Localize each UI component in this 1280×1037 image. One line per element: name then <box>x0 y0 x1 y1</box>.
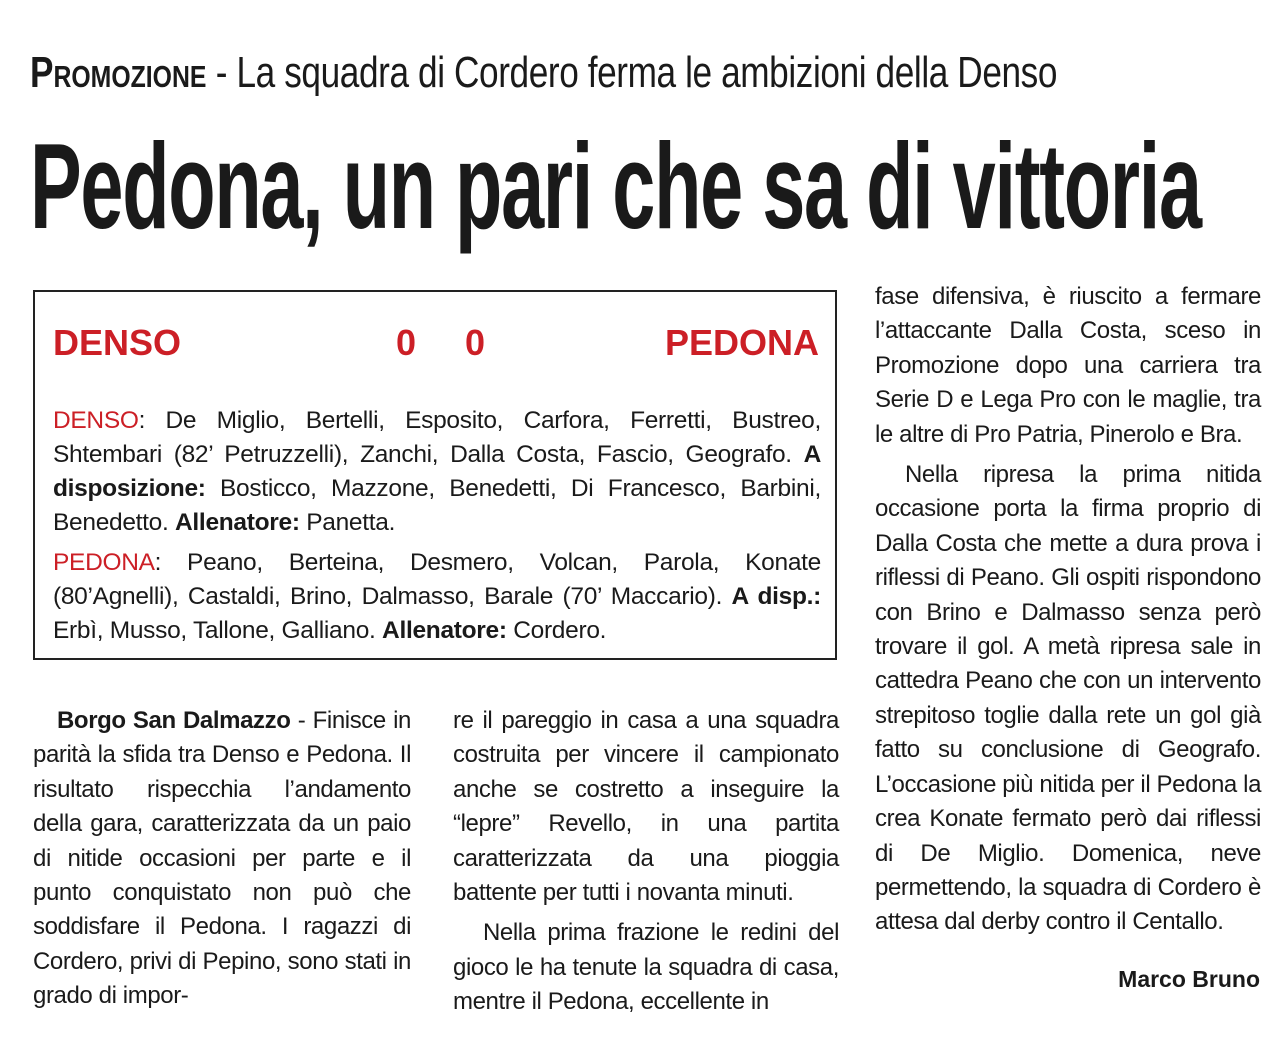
home-coach-label: Allenatore: <box>175 509 300 536</box>
away-lineup <box>53 546 821 648</box>
away-lineup-label: PEDONA <box>53 549 155 576</box>
lineups <box>53 404 821 654</box>
headline: Pedona, un pari che sa di vittoria <box>30 118 1201 254</box>
match-box <box>33 290 837 660</box>
kicker-text: La squadra di Cordero ferma le ambizioni della Denso <box>236 48 1058 97</box>
paragraph <box>33 704 411 1014</box>
away-coach-label: Allenatore: <box>382 617 507 644</box>
article-column-2 <box>453 704 839 1020</box>
scoreline <box>53 322 819 372</box>
home-coach: Panetta. <box>299 509 396 536</box>
away-players: : Peano, Berteina, Desmero, Volcan, Parola, Konate (80’Agnelli), Castaldi, Brino, Dalmasso, Barale (70’ Maccario). <box>53 549 821 610</box>
article-column-3 <box>875 280 1261 940</box>
away-bench: Erbì, Musso, Tallone, Galliano. <box>53 617 383 644</box>
paragraph: fase difensiva, è riuscito a fermare l’attaccante Dalla Costa, sceso in Promozione dopo una carriera tra Serie D e Lega Pro con le maglie, tra le altre di Pro Patria, Pinerolo e Bra. <box>875 283 1261 448</box>
paragraph: Nella ripresa la prima nitida occasione porta la firma proprio di Dalla Costa che mette a dura prova i riflessi di Peano. Gli ospiti rispondono con Brino e Dalmasso senza però trovare il gol. A metà ripresa sale in cattedra Peano che con un intervento strepitoso toglie dalla rete un gol già fatto su conclusione di Geografo. L’occasione più nitida per il Pedona la crea Konate fermato però dai riflessi di De Miglio. Domenica, neve permettendo, la squadra di Cordero è attesa dal derby contro il Centallo. <box>875 461 1262 936</box>
home-score: 0 <box>396 322 417 363</box>
paragraph: re il pareggio in casa a una squadra costruita per vincere il campionato anche se costretto a inseguire la “lepre” Revello, in una partita caratterizzata da una pioggia battente per tutti i novanta minuti. <box>453 707 839 907</box>
away-team: PEDONA <box>664 322 819 363</box>
home-players: : De Miglio, Bertelli, Esposito, Carfora, Ferretti, Bustreo, Shtembari (82’ Petruzzelli), Zanchi, Dalla Costa, Fascio, Geografo. <box>53 407 821 468</box>
paragraph: Nella prima frazione le redini del gioco le ha tenute la squadra di casa, mentre il Pedona, eccellente in <box>453 919 839 1016</box>
kicker-separator: - <box>206 48 237 97</box>
away-score: 0 <box>465 322 486 363</box>
home-bench: Bosticco, Mazzone, Benedetti, Di Francesco, Barbini, Benedetto. <box>53 475 821 536</box>
home-team: DENSO <box>53 322 182 363</box>
away-coach: Cordero. <box>506 617 607 644</box>
home-lineup-label: DENSO <box>53 407 139 434</box>
article-column-1 <box>33 704 411 1014</box>
home-bench-label: A disposizione: <box>53 441 821 502</box>
kicker <box>30 38 1058 108</box>
paragraph-text: - Finisce in parità la sfida tra Denso e Pedona. Il risultato rispecchia l’andamento della gara, caratterizzata da un paio di nitide occasioni per parte e il punto conquistato non può che soddisfare il Pedona. I ragazzi di Cordero, privi di Pepino, sono stati in grado di impor- <box>33 707 411 1010</box>
home-lineup <box>53 404 821 540</box>
section-label: Promozione <box>30 48 207 97</box>
byline: Marco Bruno <box>1118 966 1260 992</box>
away-bench-label: A disp.: <box>731 583 822 610</box>
dateline: Borgo San Dalmazzo <box>57 707 291 734</box>
